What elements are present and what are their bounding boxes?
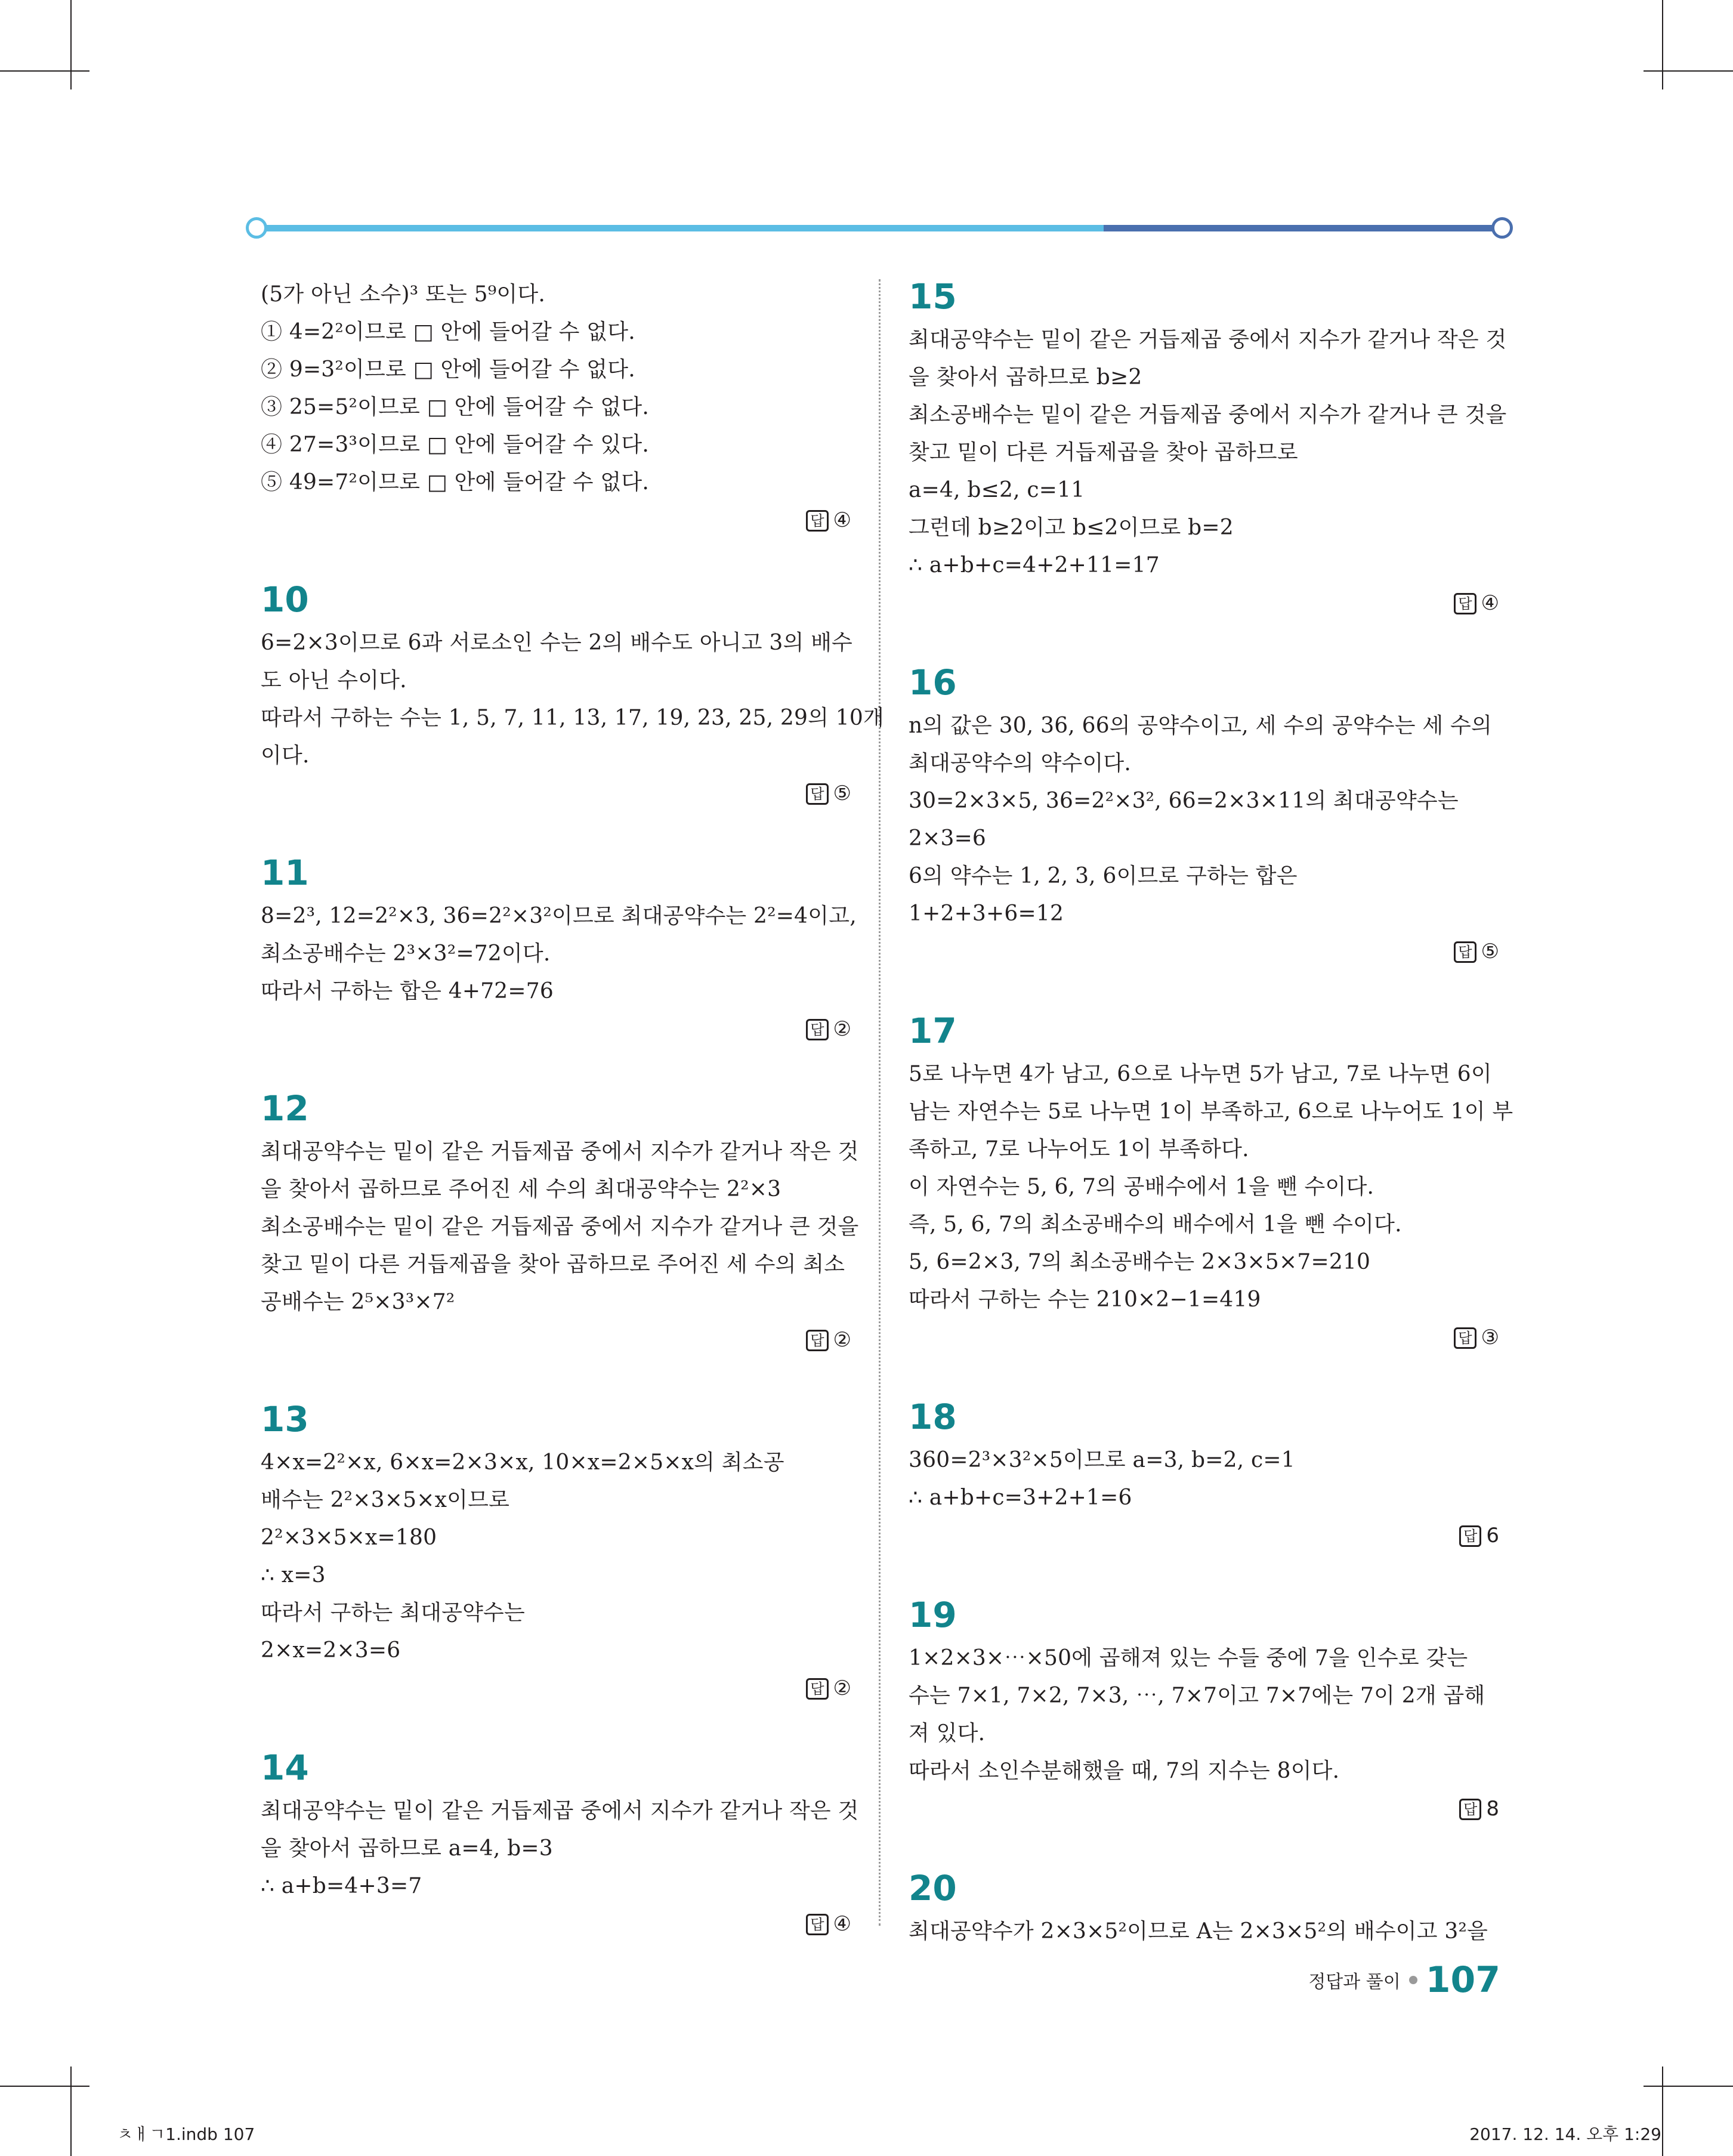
problem-number: 17: [909, 1011, 957, 1051]
solution-line: 최대공약수의 약수이다.: [909, 751, 1132, 776]
problem-number: 18: [909, 1397, 957, 1437]
solution-line: 이다.: [261, 743, 310, 768]
answer-value: ②: [833, 1328, 851, 1352]
answer-value: 6: [1486, 1524, 1499, 1547]
solution-line: 을 찾아서 곱하므로 b≥2: [909, 365, 1142, 390]
solution-line: ∴ a+b+c=4+2+11=17: [909, 553, 1160, 577]
answer-tag: 답: [806, 1678, 828, 1700]
solution-line: 2²×3×5×x=180: [261, 1525, 437, 1550]
answer-row: [261, 1672, 851, 1705]
solution-line: ∴ a+b=4+3=7: [261, 1874, 422, 1898]
answer-tag: 답: [806, 783, 828, 805]
crop-mark: [1662, 2067, 1663, 2156]
answer-tag: 답: [1459, 1799, 1481, 1820]
solution-line: a=4, b≤2, c=11: [909, 478, 1085, 502]
answer-value: ⑤: [1481, 940, 1499, 963]
header-bar-left-dot: [246, 217, 267, 239]
header-bar-dark: [1104, 225, 1503, 231]
print-slug-date: 2017. 12. 14. 오후 1:29: [1469, 2124, 1661, 2144]
answer-value: ③: [1481, 1326, 1499, 1349]
answer-value: ⑤: [833, 782, 851, 805]
solution-line: 8=2³, 12=2²×3, 36=2²×3²이므로 최대공약수는 2²=4이고,: [261, 904, 857, 928]
solution-line: ∴ x=3: [261, 1563, 326, 1587]
problem-15: [909, 276, 1507, 620]
answer-value: ④: [833, 1912, 851, 1936]
solution-line: 5, 6=2×3, 7의 최소공배수는 2×3×5×7=210: [909, 1250, 1371, 1274]
solution-line: 2×x=2×3=6: [261, 1638, 401, 1663]
solution-line: 즉, 5, 6, 7의 최소공배수의 배수에서 1을 뺀 수이다.: [909, 1212, 1402, 1237]
answer-row: [909, 1792, 1499, 1826]
solution-line: 최소공배수는 2³×3²=72이다.: [261, 941, 551, 966]
solution-line: 최소공배수는 밑이 같은 거듭제곱 중에서 지수가 같거나 큰 것을: [909, 403, 1507, 427]
crop-mark: [0, 70, 89, 72]
answer-row: [261, 777, 851, 810]
solution-line: 최소공배수는 밑이 같은 거듭제곱 중에서 지수가 같거나 큰 것을: [261, 1215, 859, 1239]
solution-line: 족하고, 7로 나누어도 1이 부족하다.: [909, 1137, 1249, 1162]
crop-mark: [1662, 0, 1663, 89]
solution-line: ③ 25=5²이므로 □ 안에 들어갈 수 없다.: [261, 395, 649, 419]
solution-line: 도 아닌 수이다.: [261, 668, 407, 693]
solution-line: 따라서 구하는 최대공약수는: [261, 1601, 525, 1625]
solution-line: 찾고 밑이 다른 거듭제곱을 찾아 곱하므로 주어진 세 수의 최소: [261, 1252, 845, 1277]
column-divider: [879, 279, 881, 1926]
answer-tag: 답: [1454, 593, 1476, 614]
header-bar-right-dot: [1491, 217, 1513, 239]
page-footer: [1308, 1959, 1500, 2001]
answer-tag: 답: [1454, 941, 1476, 963]
answer-row: [909, 586, 1499, 620]
answer-row: [909, 1321, 1499, 1354]
solution-line: ∴ a+b+c=3+2+1=6: [909, 1485, 1132, 1510]
problem-18: [909, 1396, 1499, 1552]
problem-19: [909, 1594, 1499, 1826]
solution-line: 찾고 밑이 다른 거듭제곱을 찾아 곱하므로: [909, 440, 1298, 465]
solution-line: 따라서 구하는 수는 210×2−1=419: [909, 1287, 1261, 1312]
solution-line: ④ 27=3³이므로 □ 안에 들어갈 수 있다.: [261, 433, 649, 457]
solution-line: 최대공약수는 밑이 같은 거듭제곱 중에서 지수가 같거나 작은 것: [261, 1139, 859, 1164]
header-bar-light: [257, 225, 1104, 231]
problem-20: [909, 1867, 1499, 1950]
right-column: [909, 276, 1513, 1950]
answer-value: ④: [1481, 591, 1499, 615]
solution-line: (5가 아닌 소수)³ 또는 5⁹이다.: [261, 282, 545, 307]
problem-number: 13: [261, 1399, 309, 1440]
solution-line: 이 자연수는 5, 6, 7의 공배수에서 1을 뺀 수이다.: [909, 1175, 1374, 1199]
page-number: 107: [1425, 1959, 1500, 2001]
problem-13: [261, 1398, 851, 1705]
problem-14: [261, 1747, 859, 1941]
solution-line: ⑤ 49=7²이므로 □ 안에 들어갈 수 없다.: [261, 470, 649, 495]
answer-tag: 답: [806, 1019, 828, 1040]
crop-mark: [70, 2067, 72, 2156]
solution-line: 배수는 2²×3×5×x이므로: [261, 1488, 510, 1512]
problem-number: 12: [261, 1088, 309, 1129]
solution-line: 4×x=2²×x, 6×x=2×3×x, 10×x=2×5×x의 최소공: [261, 1450, 784, 1475]
answer-tag: 답: [1459, 1525, 1481, 1547]
problem-number: 19: [909, 1595, 957, 1635]
problem-number: 11: [261, 852, 309, 893]
solution-line: 남는 자연수는 5로 나누면 1이 부족하고, 6으로 나누어도 1이 부: [909, 1099, 1513, 1124]
problem-number: 14: [261, 1747, 309, 1788]
answer-tag: 답: [806, 1914, 828, 1935]
solution-line: 져 있다.: [909, 1721, 986, 1746]
answer-row: [909, 1519, 1499, 1552]
solution-line: 수는 7×1, 7×2, 7×3, ⋯, 7×7이고 7×7에는 7이 2개 곱해: [909, 1684, 1485, 1708]
solution-line: 6의 약수는 1, 2, 3, 6이므로 구하는 합은: [909, 864, 1298, 888]
problem-10: [261, 579, 884, 810]
crop-mark: [1644, 2086, 1733, 2087]
intro-solution: [261, 276, 851, 537]
answer-row: [261, 1907, 851, 1941]
solution-line: 최대공약수는 밑이 같은 거듭제곱 중에서 지수가 같거나 작은 것: [909, 328, 1507, 352]
footer-dot: [1409, 1976, 1417, 1984]
solution-line: 을 찾아서 곱하므로 주어진 세 수의 최대공약수는 2²×3: [261, 1177, 781, 1201]
answer-row: [261, 504, 851, 537]
answer-row: [261, 1012, 851, 1046]
answer-value: ②: [833, 1676, 851, 1700]
header-bar: [246, 217, 1513, 239]
solution-line: 따라서 구하는 수는 1, 5, 7, 11, 13, 17, 19, 23, 25, 29의 10개: [261, 706, 884, 730]
solution-line: 5로 나누면 4가 남고, 6으로 나누면 5가 남고, 7로 나누면 6이: [909, 1062, 1492, 1086]
solution-line: 6=2×3이므로 6과 서로소인 수는 2의 배수도 아니고 3의 배수: [261, 631, 853, 655]
solution-line: 1×2×3×⋯×50에 곱해져 있는 수들 중에 7을 인수로 갖는: [909, 1646, 1468, 1670]
solution-line: 최대공약수는 밑이 같은 거듭제곱 중에서 지수가 같거나 작은 것: [261, 1799, 859, 1823]
solution-line: 따라서 소인수분해했을 때, 7의 지수는 8이다.: [909, 1759, 1340, 1783]
crop-mark: [70, 0, 72, 89]
left-column: [261, 276, 884, 1941]
solution-line: 따라서 구하는 합은 4+72=76: [261, 979, 554, 1003]
solution-line: 2×3=6: [909, 826, 987, 851]
solution-line: 최대공약수가 2×3×5²이므로 A는 2×3×5²의 배수이고 3²을: [909, 1919, 1488, 1944]
answer-row: [261, 1323, 851, 1357]
answer-value: ④: [833, 508, 851, 532]
solution-line: n의 값은 30, 36, 66의 공약수이고, 세 수의 공약수는 세 수의: [909, 713, 1492, 738]
answer-tag: 답: [806, 510, 828, 532]
problem-12: [261, 1088, 859, 1357]
problem-11: [261, 852, 857, 1046]
print-slug-file: ㅊㅐㄱ1.indb 107: [117, 2124, 255, 2144]
solution-line: ① 4=2²이므로 □ 안에 들어갈 수 없다.: [261, 320, 635, 344]
answer-value: 8: [1486, 1797, 1499, 1821]
solution-line: 1+2+3+6=12: [909, 901, 1064, 926]
problem-number: 15: [909, 276, 957, 317]
problem-16: [909, 662, 1499, 968]
answer-row: [909, 935, 1499, 968]
solution-line: 공배수는 2⁵×3³×7²: [261, 1290, 455, 1314]
answer-value: ②: [833, 1017, 851, 1041]
solution-line: 30=2×3×5, 36=2²×3², 66=2×3×11의 최대공약수는: [909, 789, 1459, 813]
problem-number: 16: [909, 662, 957, 703]
solution-line: ② 9=3²이므로 □ 안에 들어갈 수 없다.: [261, 357, 635, 382]
answer-tag: 답: [806, 1330, 828, 1351]
problem-17: [909, 1010, 1513, 1354]
answer-tag: 답: [1454, 1327, 1476, 1349]
problem-number: 10: [261, 579, 309, 620]
footer-label: 정답과 풀이: [1308, 1972, 1401, 1993]
problem-number: 20: [909, 1868, 957, 1908]
solution-line: 을 찾아서 곱하므로 a=4, b=3: [261, 1836, 553, 1861]
solution-line: 그런데 b≥2이고 b≤2이므로 b=2: [909, 515, 1234, 540]
solution-line: 360=2³×3²×5이므로 a=3, b=2, c=1: [909, 1448, 1295, 1472]
crop-mark: [0, 2086, 89, 2087]
crop-mark: [1644, 70, 1733, 72]
